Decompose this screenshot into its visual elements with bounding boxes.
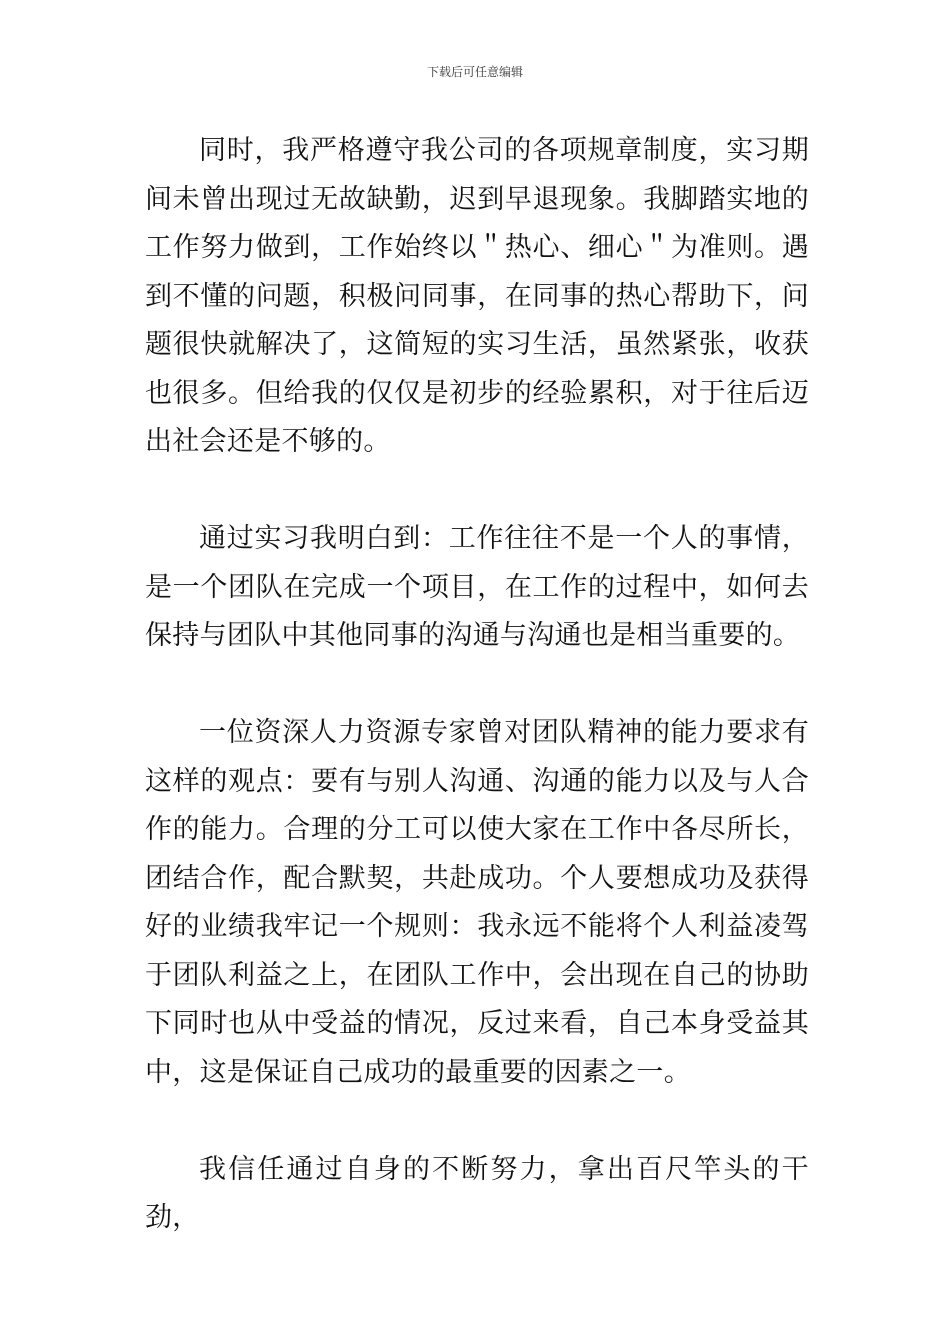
paragraph-teamwork: 通过实习我明白到：工作往往不是一个人的事情，是一个团队在完成一个项目，在工作的过程中，如何去保持与团队中其他同事的沟通与沟通也是相当重要的。 [145, 523, 809, 651]
paragraph-hr-expert: 一位资深人力资源专家曾对团队精神的能力要求有这样的观点：要有与别人沟通、沟通的能力以及与人合作的能力。合理的分工可以使大家在工作中各尽所长，团结合作，配合默契，共赴成功。个人要想成功及获得好的业绩我牢记一个规则：我永远不能将个人利益凌驾于团队利益之上，在团队工作中，会出现在自己的协助下同时也从中受益的情况，反过来看，自己本身受益其中，这是保证自己成功的最重要的因素之一。 [145, 717, 809, 1088]
paragraph-effort: 我信任通过自身的不断努力，拿出百尺竿头的干劲， [145, 1153, 809, 1233]
page-header: 下载后可任意编辑 [426, 65, 523, 79]
document-body [145, 127, 809, 1243]
paragraph-attendance: 同时，我严格遵守我公司的各项规章制度，实习期间未曾出现过无故缺勤，迟到早退现象。我脚踏实地的工作努力做到，工作始终以＂热心、细心＂为准则。遇到不懂的问题，积极问同事，在同事的热心帮助下，问题很快就解决了，这简短的实习生活，虽然紧张，收获也很多。但给我的仅仅是初步的经验累积，对于往后迈出社会还是不够的。 [145, 135, 809, 457]
